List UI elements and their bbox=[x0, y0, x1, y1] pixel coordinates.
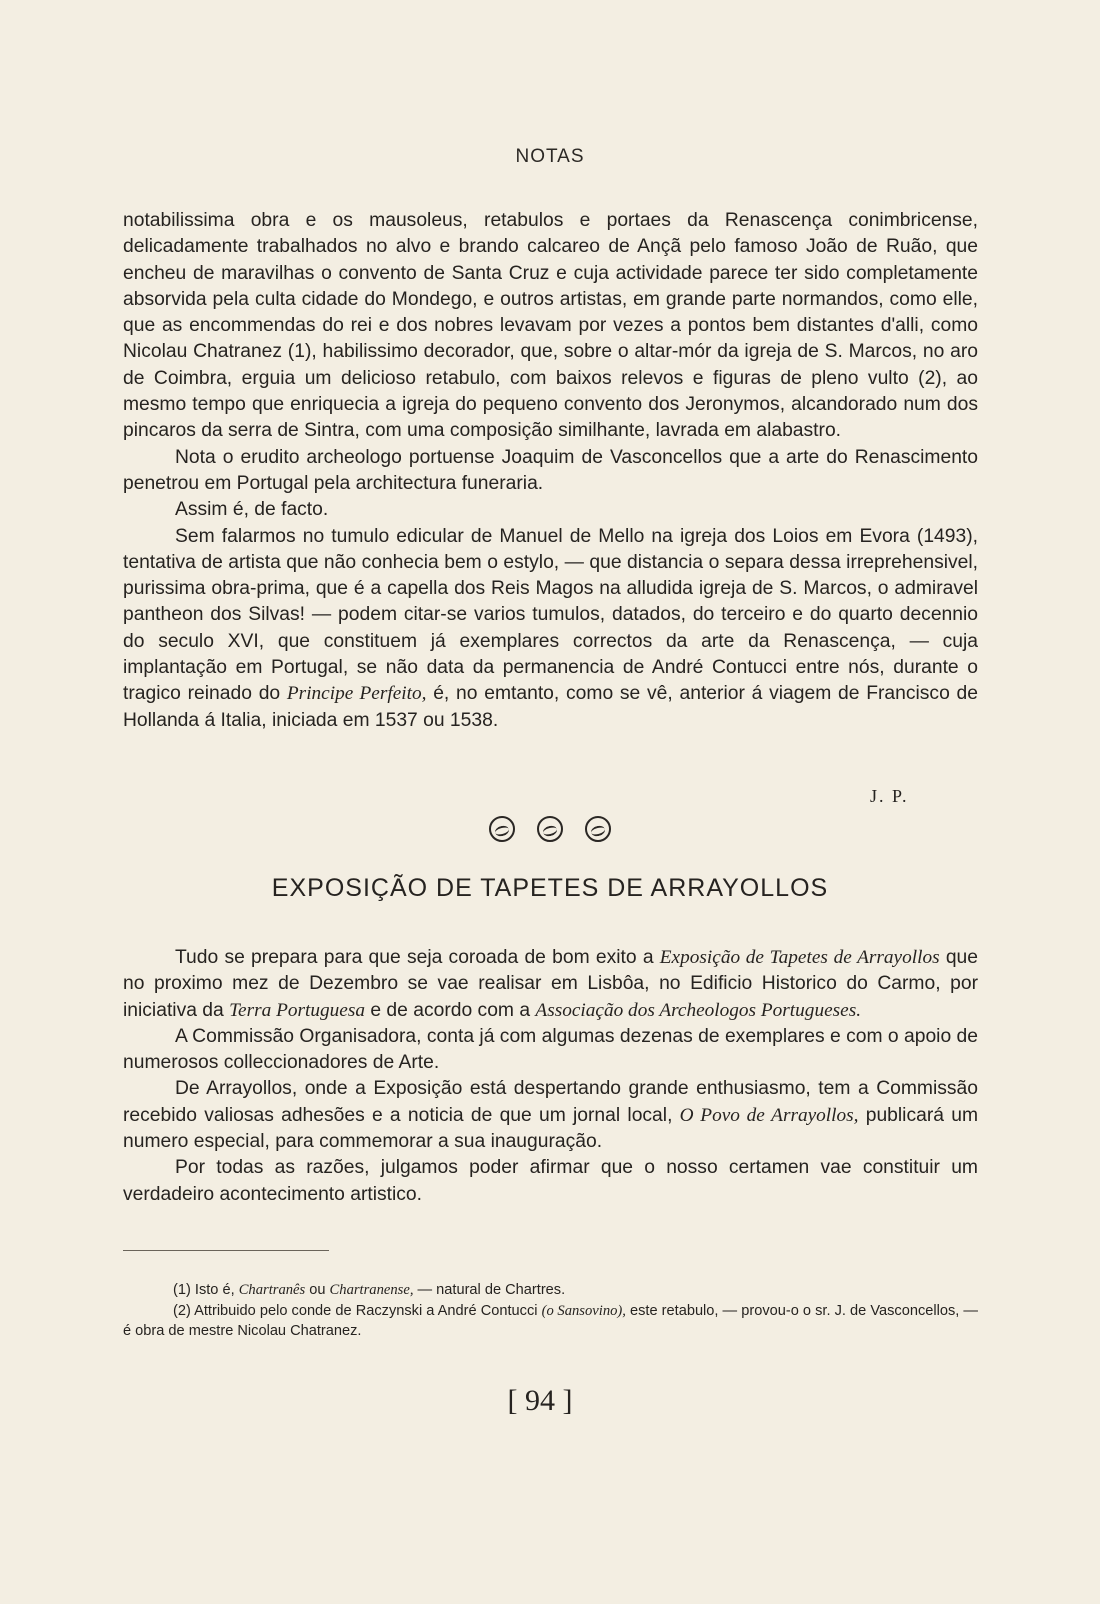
italic-text: (o Sansovino), bbox=[541, 1302, 626, 1319]
footnote-text: ou bbox=[305, 1282, 330, 1298]
footnote-text: — natural de Chartres. bbox=[413, 1282, 566, 1298]
running-head: NOTAS bbox=[515, 146, 585, 167]
footnote-divider bbox=[123, 1250, 329, 1251]
page-number: [ 94 ] bbox=[507, 1384, 573, 1417]
knot-ornament-icon bbox=[537, 816, 563, 842]
paragraph: Nota o erudito archeologo portuense Joaquim de Vasconcellos que a arte do Renascimento penetrou em Portugal pela architectura funeraria. bbox=[123, 446, 978, 494]
section-ornaments bbox=[0, 816, 1100, 842]
paragraph: A Commissão Organisadora, conta já com algumas dezenas de exemplares e com o apoio de numerosos colleccionadores de Arte. bbox=[123, 1025, 978, 1074]
paragraph bbox=[123, 1076, 978, 1155]
italic-text: Chartranês bbox=[238, 1282, 306, 1298]
paragraph-text: que no proximo mez de Dezembro se vae realisar em Lisbôa, no Edificio Historico do Carmo, por iniciativa da bbox=[123, 947, 979, 1021]
paragraph bbox=[123, 524, 978, 734]
paragraph-text: e de acordo com a bbox=[365, 999, 536, 1021]
article-body bbox=[123, 945, 978, 1208]
paragraph-text: Sem falarmos no tumulo edicular de Manuel de Mello na igreja dos Loios em Evora (1493), tentativa de artista que não conhecia bem o estylo, — que distancia o separa dessa irreprehensivel, purissima obra-prima, que é a capella dos Reis Magos na alludida igreja de S. Marcos, o admiravel pantheon dos Silvas! — podem citar-se varios tumulos, datados, do terceiro e do quarto decennio do seculo XVI, que constituem já exemplares correctos da arte da Renascença, — cuja implantação em Portugal, se não data da permanencia de André Contucci entre nós, durante o tragico reinado do bbox=[123, 525, 978, 705]
footnote bbox=[123, 1280, 978, 1301]
footnote-text: este retabulo, — provou-o o sr. J. de Vasconcellos, — é obra de mestre Nicolau Chatranez. bbox=[123, 1302, 979, 1339]
italic-text: Principe Perfeito, bbox=[286, 683, 427, 705]
italic-text: O Povo de Arrayollos, bbox=[679, 1104, 859, 1126]
italic-text: Chartranense, bbox=[329, 1282, 414, 1298]
footnote-text: (2) Attribuido pelo conde de Raczynski a André Contucci bbox=[173, 1302, 542, 1319]
italic-text: Terra Portuguesa bbox=[229, 999, 365, 1021]
paragraph bbox=[123, 945, 978, 1024]
paragraph: notabilissima obra e os mausoleus, retabulos e portaes da Renascença conimbricense, delicadamente trabalhados no alvo e brando calcareo de Ançã pelo famoso João de Ruão, que encheu de maravilhas o convento de Santa Cruz e cuja actividade parece ter sido completamente absorvida pela culta cidade do Mondego, e outros artistas, em grande parte normandos, como elle, que as encommendas do rei e dos nobres levavam por vezes a pontos bem distantes d'alli, como Nicolau Chatranez (1), habilissimo decorador, que, sobre o altar-mór da igreja de S. Marcos, no aro de Coimbra, erguia um delicioso retabulo, com baixos relevos e figuras de pleno vulto (2), ao mesmo tempo que enriquecia a igreja do pequeno convento dos Jeronymos, alcandorado num dos pincaros da serra de Sintra, com uma composição similhante, lavrada em alabastro. bbox=[123, 210, 978, 442]
paragraph: Assim é, de facto. bbox=[175, 499, 329, 521]
footnotes bbox=[123, 1280, 978, 1342]
footnote-text: (1) Isto é, bbox=[173, 1282, 239, 1298]
paragraph: Por todas as razões, julgamos poder afirmar que o nosso certamen vae constituir um verdadeiro acontecimento artistico. bbox=[123, 1157, 978, 1205]
knot-ornament-icon bbox=[489, 816, 515, 842]
paragraph-text: é, no emtanto, como se vê, anterior á viagem de Francisco de Hollanda á Italia, iniciada em 1537 ou 1538. bbox=[123, 683, 978, 731]
footnote bbox=[123, 1301, 978, 1342]
paragraph-text: publicará um numero especial, para commemorar a sua inauguração. bbox=[123, 1104, 978, 1153]
italic-text: Exposição de Tapetes de Arrayollos bbox=[659, 947, 940, 968]
author-signature: J. P. bbox=[870, 786, 909, 806]
italic-text: Associação dos Archeologos Portugueses. bbox=[535, 999, 862, 1021]
knot-ornament-icon bbox=[585, 816, 611, 842]
paragraph-text: Tudo se prepara para que seja coroada de bom exito a bbox=[175, 947, 660, 968]
section-title: EXPOSIÇÃO DE TAPETES DE ARRAYOLLOS bbox=[271, 874, 829, 902]
article-body bbox=[123, 208, 978, 734]
paragraph-text: De Arrayollos, onde a Exposição está despertando grande enthusiasmo, tem a Commissão recebido valiosas adhesões e a noticia de que um jornal local, bbox=[123, 1078, 978, 1126]
